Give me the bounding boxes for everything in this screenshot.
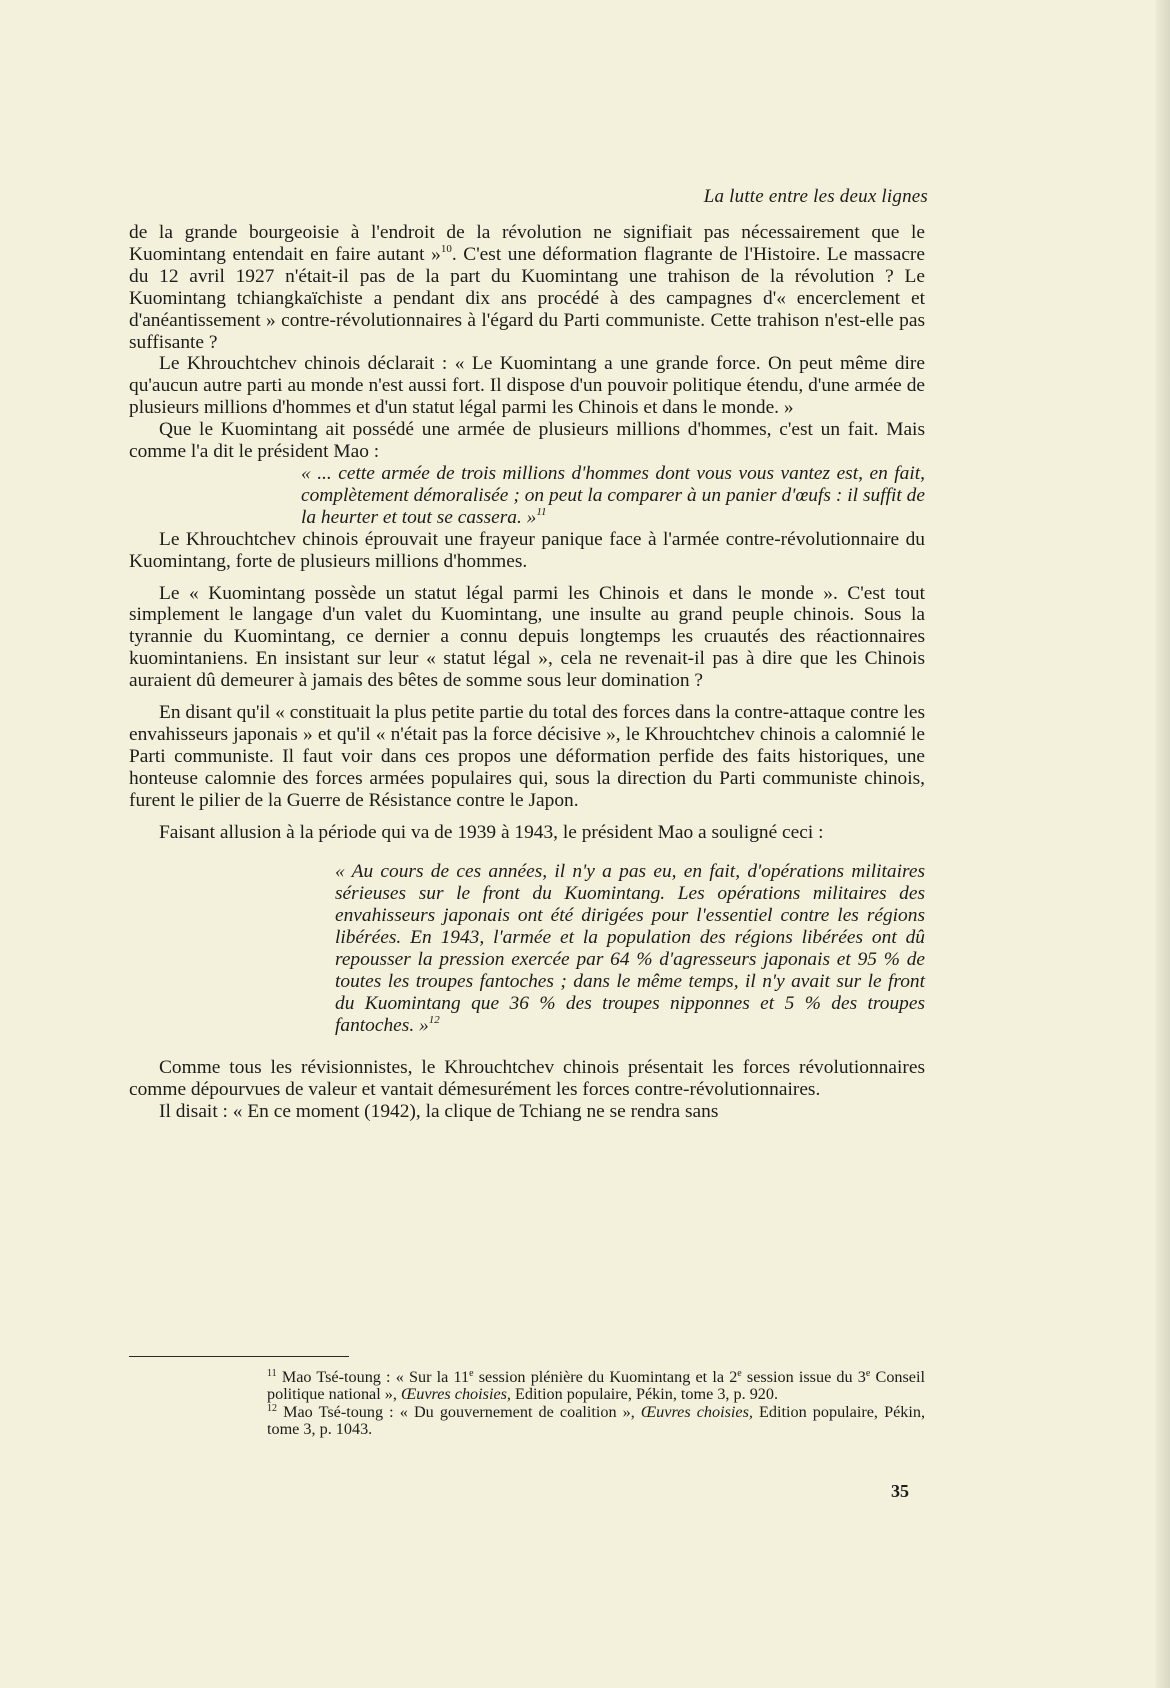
block-quote: « Au cours de ces années, il n'y a pas eu, en fait, d'opérations militaires sérieuses sur le front du Kuomintang. Les opérations militaires des envahisseurs japonais ont été dirigées pour l'essentiel contre les régions libérées. En 1943, l'armée et la population des régions libérées ont dû repousser la pression exercée par 64 % d'agresseurs japonais et 95 % de toutes les troupes fantoches ; dans le même temps, il n'y avait sur le front du Kuomintang que 36 % des troupes nipponnes et 5 % des troupes fantoches. »$^{12}$ xyxy=(335,861,925,1036)
paragraph: Comme tous les révisionnistes, le Khrouchtchev chinois présentait les forces révolutionnaires comme dépourvues de valeur et vantait démesurément les forces contre-révolutionnaires. xyxy=(129,1056,925,1100)
footnote-ref: 12 xyxy=(428,1013,440,1026)
main-text xyxy=(129,222,925,1122)
block-quote: « ... cette armée de trois millions d'hommes dont vous vous vantez est, en fait, complètement démoralisée ; on peut la comparer à un panier d'œufs : il suffit de la heurter et tout se cassera. »$^{11}$ xyxy=(301,462,925,528)
page-number: 35 xyxy=(891,1481,909,1501)
paragraph: Que le Kuomintang ait possédé une armée de plusieurs millions d'hommes, c'est un fait. Mais comme l'a dit le président Mao : xyxy=(129,419,925,463)
footnote-ref: 11 xyxy=(536,505,547,518)
footnote-divider xyxy=(129,1356,349,1357)
paragraph: Le « Kuomintang possède un statut légal parmi les Chinois et dans le monde ». C'est tout simplement le langage d'un valet du Kuomintang, une insulte au grand peuple chinois. Sous la tyrannie du Kuomintang, ce dernier a connu depuis longtemps les cruautés des réactionnaires kuomintaniens. En insistant sur leur « statut légal », cela ne revenait-il pas à dire que les Chinois auraient dû demeurer à jamais des bêtes de somme sous leur domination ? xyxy=(129,582,925,692)
paragraph: Le Khrouchtchev chinois éprouvait une frayeur panique face à l'armée contre-révolutionnaire du Kuomintang, forte de plusieurs millions d'hommes. xyxy=(129,528,925,572)
footnote-11: $^{11}$ Mao Tsé-toung : « Sur la 11e session plénière du Kuomintang et la 2e session issue du 3e Conseil politique national », Œuvres choisies, Edition populaire, Pékin, tome 3, p. 920. xyxy=(267,1368,925,1404)
paragraph: Faisant allusion à la période qui va de 1939 à 1943, le président Mao a souligné ceci : xyxy=(159,821,824,843)
footnote-ref: 10 xyxy=(440,242,452,255)
footnote-12: $^{12}$ Mao Tsé-toung : « Du gouvernement de coalition », Œuvres choisies, Edition populaire, Pékin, tome 3, p. 1043. xyxy=(267,1402,925,1439)
footnotes xyxy=(129,1356,925,1439)
paragraph: de la grande bourgeoisie à l'endroit de la révolution ne signifiait pas nécessairement que le Kuomintang entendait en faire autant »$^{10}$. C'est une déformation flagrante de l'Histoire. Le massacre du 12 avril 1927 n'était-il pas de la part du Kuomintang une trahison de la révolution ? Le Kuomintang tchiangkaïchiste a pendant dix ans procédé à des campagnes d'« encerclement et d'anéantissement » contre-révolutionnaires à l'égard du Parti communiste. Cette trahison n'est-elle pas suffisante ? xyxy=(129,222,925,353)
paragraph: Il disait : « En ce moment (1942), la clique de Tchiang ne se rendra sans xyxy=(159,1100,719,1122)
page-edge-shadow xyxy=(1156,0,1170,1688)
paragraph: Le Khrouchtchev chinois déclarait : « Le Kuomintang a une grande force. On peut même dire qu'aucun autre parti au monde n'est aussi fort. Il dispose d'un pouvoir politique étendu, d'une armée de plusieurs millions d'hommes et d'un statut légal parmi les Chinois et dans le monde. » xyxy=(129,353,925,419)
paragraph: En disant qu'il « constituait la plus petite partie du total des forces dans la contre-attaque contre les envahisseurs japonais » et qu'il « n'était pas la force décisive », le Khrouchtchev chinois a calomnié le Parti communiste. Il faut voir dans ces propos une déformation perfide des faits historiques, une honteuse calomnie des forces armées populaires qui, sous la direction du Parti communiste chinois, furent le pilier de la Guerre de Résistance contre le Japon. xyxy=(129,702,925,811)
running-header: La lutte entre les deux lignes xyxy=(703,186,928,207)
